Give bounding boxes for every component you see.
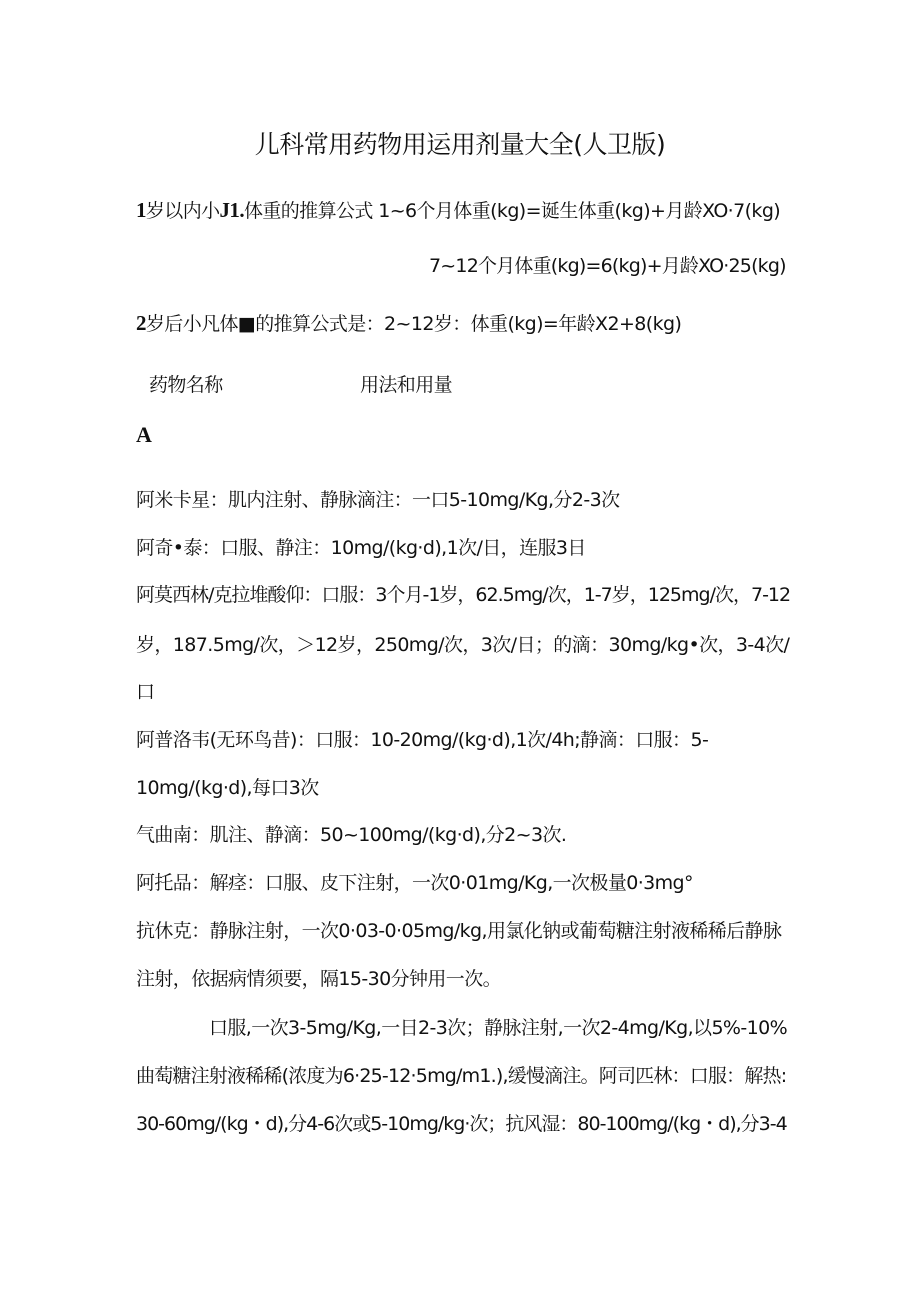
- body-line: 30-60mg/(kg・d),分4-6次或5-10mg/kg·次；抗风湿：80-100mg/(kg・d),分3-4: [136, 1113, 787, 1135]
- table-header-drug-name: 药物名称: [149, 374, 223, 396]
- formula-line-1: [136, 197, 780, 224]
- formula-line-3-number: 2: [136, 311, 146, 335]
- body-line: 抗休克：静脉注射，一次0·03-0·05mg/kg,用氯化钠或葡萄糖注射液稀稀后静脉: [136, 920, 782, 942]
- body-line: 注射，依据病情须要，隔15-30分钟用一次。: [136, 968, 502, 990]
- formula-line-3-rest: 岁后小凡体■的推算公式是：2~12岁：体重(kg)=年龄X2+8(kg): [145, 313, 682, 335]
- body-line: 10mg/(kg·d),每口3次: [136, 777, 319, 799]
- formula-line-2: 7~12个月体重(kg)=6(kg)+月龄XO·25(kg): [429, 255, 786, 277]
- table-header-usage-dosage: 用法和用量: [360, 374, 453, 396]
- body-line: 气曲南：肌注、静滴：50~100mg/(kg·d),分2~3次.: [136, 824, 567, 846]
- body-line: 阿普洛韦(无环鸟昔)：口服：10-20mg/(kg·d),1次/4h;静滴：口服：5-: [136, 729, 709, 751]
- body-line: 曲萄糖注射液稀稀(浓度为6·25-12·5mg/m1.),缓慢滴注。阿司匹林：口服：解热:: [136, 1065, 787, 1087]
- body-line: 阿米卡星：肌内注射、静脉滴注：一口5-10mg/Kg,分2-3次: [136, 489, 620, 511]
- formula-line-1-text: 岁以内小: [145, 200, 220, 222]
- formula-line-1-rest: 体重的推算公式 1~6个月体重(kg)=诞生体重(kg)+月龄XO·7(kg): [243, 200, 781, 222]
- body-line: 岁，187.5mg/次，＞12岁，250mg/次，3次/日；的滴：30mg/kg•次，3-4次/: [136, 634, 790, 656]
- body-line: 口服,一次3-5mg/Kg,一日2-3次；静脉注射,一次2-4mg/Kg,以5%-10%: [209, 1017, 788, 1039]
- formula-line-1-bold: J1.: [219, 198, 244, 222]
- section-letter-a: A: [136, 422, 152, 447]
- formula-line-1-number: 1: [136, 198, 146, 222]
- body-line: 阿托品：解痉：口服、皮下注射，一次0·01mg/Kg,一次极量0·3mg°: [136, 872, 693, 894]
- formula-line-3: [136, 310, 681, 337]
- body-line: 口: [136, 681, 155, 703]
- body-line: 阿莫西林/克拉堆酸仰：口服：3个月-1岁，62.5mg/次，1-7岁，125mg/次，7-12: [136, 584, 791, 606]
- body-line: 阿奇•泰：口服、静注：10mg/(kg·d),1次/日，连服3日: [136, 537, 586, 559]
- document-title: 儿科常用药物用运用剂量大全(人卫版): [254, 130, 666, 159]
